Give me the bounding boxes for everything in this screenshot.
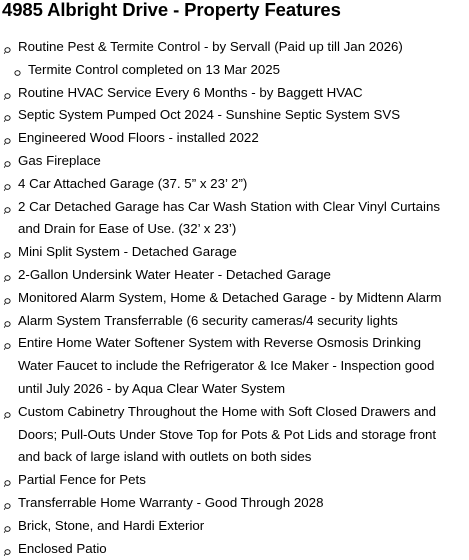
bullet-icon	[3, 136, 13, 146]
bullet-icon	[3, 410, 13, 420]
list-item	[0, 196, 469, 242]
list-item-text-line: and Drain for Ease of Use. (32’ x 23’)	[18, 221, 237, 237]
bullet-icon	[3, 250, 13, 260]
bullet-icon	[3, 273, 13, 283]
list-item	[0, 173, 469, 196]
list-item	[0, 104, 469, 127]
list-item-text-line: and back of large island with outlets on both sides	[18, 449, 312, 465]
list-item	[0, 82, 469, 105]
list-item-text-line: Routine HVAC Service Every 6 Months - by Baggett HVAC	[18, 84, 363, 100]
list-item	[0, 538, 469, 560]
list-item	[0, 287, 469, 310]
list-item	[0, 310, 469, 333]
list-item-text-line: Doors; Pull-Outs Under Stove Top for Pots & Pot Lids and storage front	[18, 426, 437, 442]
list-item-text-line: Termite Control completed on 13 Mar 2025	[28, 61, 281, 77]
bullet-icon	[3, 547, 13, 557]
list-item-text-line: 2 Car Detached Garage has Car Wash Station with Clear Vinyl Curtains	[18, 198, 441, 214]
list-item	[0, 332, 469, 400]
list-item-text-line: Septic System Pumped Oct 2024 - Sunshine Septic System SVS	[18, 107, 401, 123]
bullet-icon	[3, 182, 13, 192]
bullet-icon	[13, 68, 23, 78]
bullet-icon	[3, 296, 13, 306]
list-item	[0, 241, 469, 264]
list-item-text-line: Enclosed Patio	[18, 540, 107, 556]
bullet-icon	[3, 524, 13, 534]
list-item-text-line: Gas Fireplace	[18, 152, 101, 168]
list-item-text-line: Engineered Wood Floors - installed 2022	[18, 130, 259, 146]
list-item-text-line: Monitored Alarm System, Home & Detached Garage - by Midtenn Alarm	[18, 289, 442, 305]
bullet-icon	[3, 159, 13, 169]
bullet-icon	[3, 341, 13, 351]
list-item-text-line: Partial Fence for Pets	[18, 472, 146, 488]
list-item-text-line: Water Faucet to include the Refrigerator & Ice Maker - Inspection good	[18, 358, 435, 374]
list-item-text-line: Routine Pest & Termite Control - by Servall (Paid up till Jan 2026)	[18, 39, 403, 54]
list-item	[0, 264, 469, 287]
list-item-text-line: Alarm System Transferrable (6 security cameras/4 security lights	[18, 312, 398, 328]
feature-list	[0, 36, 469, 560]
list-item-text-line: until July 2026 - by Aqua Clear Water System	[18, 380, 286, 396]
list-item-text-line: Entire Home Water Softener System with Reverse Osmosis Drinking	[18, 335, 421, 351]
list-item	[0, 36, 469, 59]
bullet-icon	[3, 91, 13, 101]
list-item-text-line: Transferrable Home Warranty - Good Through 2028	[18, 494, 324, 510]
list-item-text-line: 4 Car Attached Garage (37. 5” x 23’ 2”)	[18, 175, 248, 191]
list-item-text-line: Brick, Stone, and Hardi Exterior	[18, 517, 205, 533]
list-item	[0, 515, 469, 538]
bullet-icon	[3, 113, 13, 123]
bullet-icon	[3, 45, 13, 55]
list-item-text-line: Custom Cabinetry Throughout the Home with Soft Closed Drawers and	[18, 403, 437, 419]
list-item-text-line: Mini Split System - Detached Garage	[18, 244, 237, 260]
list-item	[0, 150, 469, 173]
bullet-icon	[3, 478, 13, 488]
list-item	[0, 401, 469, 469]
bullet-icon	[3, 205, 13, 215]
list-item	[0, 127, 469, 150]
sub-list-item	[0, 59, 469, 82]
list-item-text-line: 2-Gallon Undersink Water Heater - Detached Garage	[18, 266, 331, 282]
bullet-icon	[3, 319, 13, 329]
list-item	[0, 469, 469, 492]
page-title: 4985 Albright Drive - Property Features	[2, 0, 341, 20]
bullet-icon	[3, 501, 13, 511]
list-item	[0, 492, 469, 515]
